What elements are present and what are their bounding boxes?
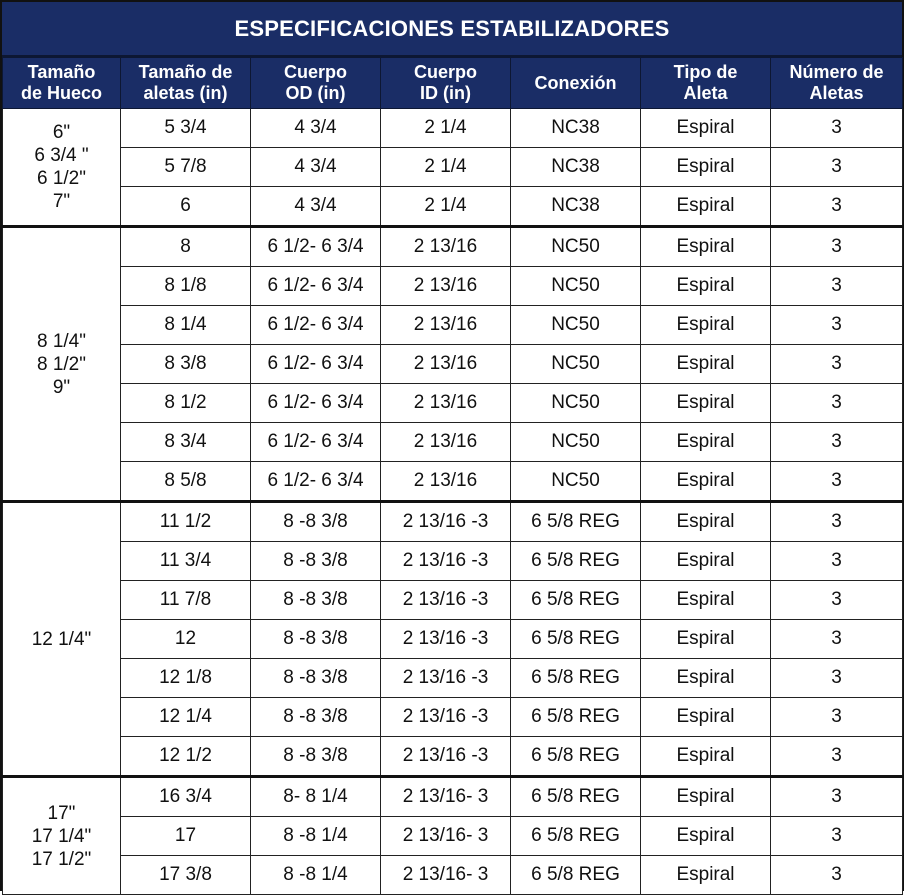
table-row xyxy=(3,345,903,384)
col-body-id-cell: 2 13/16 -3 xyxy=(381,581,511,620)
col-body-od-cell: 6 1/2- 6 3/4 xyxy=(251,267,381,306)
col-body-od-header xyxy=(251,58,381,109)
header-line: Cuerpo xyxy=(284,62,347,82)
col-body-id-cell: 2 13/16 -3 xyxy=(381,737,511,777)
col-blade-size-cell: 8 1/4 xyxy=(121,306,251,345)
table-row xyxy=(3,737,903,777)
col-blade-size-cell: 11 7/8 xyxy=(121,581,251,620)
col-blade-count-cell: 3 xyxy=(771,423,903,462)
header-line: Tipo de xyxy=(673,62,738,82)
col-blade-count-cell: 3 xyxy=(771,698,903,737)
col-blade-size-cell: 8 1/2 xyxy=(121,384,251,423)
col-blade-count-cell: 3 xyxy=(771,620,903,659)
col-blade-size-cell: 5 7/8 xyxy=(121,148,251,187)
col-connection-cell: NC50 xyxy=(511,423,641,462)
col-body-id-cell: 2 13/16 xyxy=(381,267,511,306)
header-line: Cuerpo xyxy=(414,62,477,82)
col-body-id-cell: 2 13/16 xyxy=(381,423,511,462)
col-blade-count-cell: 3 xyxy=(771,267,903,306)
col-blade-count-cell: 3 xyxy=(771,462,903,502)
col-blade-count-cell: 3 xyxy=(771,581,903,620)
col-blade-type-cell: Espiral xyxy=(641,109,771,148)
hole-size-value: 8 1/4" xyxy=(36,330,86,352)
hole-size-cell xyxy=(3,502,121,777)
col-blade-type-cell: Espiral xyxy=(641,267,771,306)
hole-size-value: 8 1/2" xyxy=(36,353,86,375)
col-blade-type-cell: Espiral xyxy=(641,462,771,502)
col-body-id-cell: 2 13/16 -3 xyxy=(381,620,511,659)
col-blade-type-cell: Espiral xyxy=(641,384,771,423)
col-body-od-cell: 6 1/2- 6 3/4 xyxy=(251,227,381,267)
col-blade-size-cell: 16 3/4 xyxy=(121,777,251,817)
col-blade-size-cell: 8 xyxy=(121,227,251,267)
col-body-id-cell: 2 13/16- 3 xyxy=(381,777,511,817)
col-blade-type-cell: Espiral xyxy=(641,698,771,737)
col-blade-count-cell: 3 xyxy=(771,777,903,817)
col-blade-size-cell: 8 1/8 xyxy=(121,267,251,306)
col-body-od-cell: 8- 8 1/4 xyxy=(251,777,381,817)
col-blade-type-cell: Espiral xyxy=(641,856,771,895)
header-line: ID (in) xyxy=(420,83,471,103)
col-body-id-cell: 2 13/16 -3 xyxy=(381,502,511,542)
hole-size-value: 17 1/4" xyxy=(31,825,92,847)
col-hole-size-header xyxy=(3,58,121,109)
col-blade-count-cell: 3 xyxy=(771,856,903,895)
col-blade-size-cell: 8 5/8 xyxy=(121,462,251,502)
col-connection-cell: 6 5/8 REG xyxy=(511,856,641,895)
col-blade-count-cell: 3 xyxy=(771,542,903,581)
hole-size-cell xyxy=(3,109,121,227)
col-connection-cell: 6 5/8 REG xyxy=(511,581,641,620)
col-connection-cell: 6 5/8 REG xyxy=(511,777,641,817)
col-blade-type-cell: Espiral xyxy=(641,659,771,698)
col-blade-size-cell: 11 3/4 xyxy=(121,542,251,581)
col-blade-type-cell: Espiral xyxy=(641,542,771,581)
col-body-od-cell: 8 -8 3/8 xyxy=(251,620,381,659)
col-blade-size-cell: 11 1/2 xyxy=(121,502,251,542)
col-body-od-cell: 4 3/4 xyxy=(251,109,381,148)
col-body-od-cell: 8 -8 3/8 xyxy=(251,698,381,737)
col-connection-cell: NC50 xyxy=(511,267,641,306)
col-body-od-cell: 4 3/4 xyxy=(251,148,381,187)
hole-size-cell xyxy=(3,227,121,502)
col-blade-size-cell: 8 3/8 xyxy=(121,345,251,384)
table-row xyxy=(3,109,903,148)
col-blade-count-cell: 3 xyxy=(771,306,903,345)
col-blade-count-cell: 3 xyxy=(771,737,903,777)
col-body-id-header xyxy=(381,58,511,109)
hole-size-value: 6 3/4 " xyxy=(34,145,89,166)
table-row xyxy=(3,187,903,227)
table-row xyxy=(3,777,903,817)
col-connection-cell: NC50 xyxy=(511,306,641,345)
col-connection-cell: NC50 xyxy=(511,384,641,423)
col-connection-cell: 6 5/8 REG xyxy=(511,659,641,698)
table-row xyxy=(3,267,903,306)
col-connection-cell: 6 5/8 REG xyxy=(511,817,641,856)
col-blade-type-cell: Espiral xyxy=(641,227,771,267)
col-body-id-cell: 2 13/16 xyxy=(381,462,511,502)
col-body-od-cell: 8 -8 1/4 xyxy=(251,856,381,895)
table-row xyxy=(3,817,903,856)
table-row xyxy=(3,423,903,462)
col-body-id-cell: 2 13/16- 3 xyxy=(381,817,511,856)
col-blade-type-cell: Espiral xyxy=(641,581,771,620)
table-row xyxy=(3,620,903,659)
col-blade-type-cell: Espiral xyxy=(641,306,771,345)
table-row xyxy=(3,542,903,581)
hole-size-value: 7" xyxy=(52,191,71,212)
col-blade-size-cell: 12 1/2 xyxy=(121,737,251,777)
col-blade-size-cell: 5 3/4 xyxy=(121,109,251,148)
col-blade-type-cell: Espiral xyxy=(641,620,771,659)
col-blade-type-cell: Espiral xyxy=(641,148,771,187)
col-body-od-cell: 8 -8 3/8 xyxy=(251,502,381,542)
header-line: Conexión xyxy=(534,72,617,93)
col-body-id-cell: 2 13/16- 3 xyxy=(381,856,511,895)
col-body-id-cell: 2 13/16 -3 xyxy=(381,659,511,698)
col-connection-cell: NC38 xyxy=(511,187,641,227)
col-blade-size-cell: 17 3/8 xyxy=(121,856,251,895)
table-row xyxy=(3,462,903,502)
col-blade-count-cell: 3 xyxy=(771,187,903,227)
col-body-od-cell: 6 1/2- 6 3/4 xyxy=(251,423,381,462)
col-blade-type-cell: Espiral xyxy=(641,345,771,384)
col-body-id-cell: 2 1/4 xyxy=(381,109,511,148)
col-blade-size-header xyxy=(121,58,251,109)
hole-size-value: 12 1/4" xyxy=(31,628,92,650)
col-blade-type-cell: Espiral xyxy=(641,777,771,817)
hole-size-cell xyxy=(3,777,121,895)
table-row xyxy=(3,698,903,737)
col-body-id-cell: 2 1/4 xyxy=(381,148,511,187)
col-connection-cell: NC50 xyxy=(511,345,641,384)
header-line: Tamaño de xyxy=(138,62,233,82)
col-body-id-cell: 2 13/16 xyxy=(381,227,511,267)
col-connection-cell: 6 5/8 REG xyxy=(511,620,641,659)
header-line: Número de xyxy=(789,62,884,82)
col-blade-type-cell: Espiral xyxy=(641,817,771,856)
header-line: Tamaño xyxy=(27,62,96,82)
col-connection-cell: NC38 xyxy=(511,148,641,187)
col-body-od-cell: 4 3/4 xyxy=(251,187,381,227)
header-line: OD (in) xyxy=(285,83,346,103)
hole-size-value: 6 1/2" xyxy=(36,168,86,189)
table-row xyxy=(3,502,903,542)
col-body-od-cell: 8 -8 3/8 xyxy=(251,659,381,698)
col-body-od-cell: 6 1/2- 6 3/4 xyxy=(251,345,381,384)
table-row xyxy=(3,148,903,187)
col-body-id-cell: 2 13/16 xyxy=(381,345,511,384)
col-connection-cell: NC50 xyxy=(511,227,641,267)
col-blade-count-header xyxy=(771,58,903,109)
col-body-od-cell: 8 -8 3/8 xyxy=(251,737,381,777)
col-blade-count-cell: 3 xyxy=(771,659,903,698)
col-body-id-cell: 2 13/16 -3 xyxy=(381,698,511,737)
col-blade-count-cell: 3 xyxy=(771,345,903,384)
col-blade-size-cell: 8 3/4 xyxy=(121,423,251,462)
hole-size-value: 9" xyxy=(52,376,71,398)
hole-size-value: 17" xyxy=(47,802,76,824)
table-body xyxy=(3,109,903,895)
col-body-od-cell: 6 1/2- 6 3/4 xyxy=(251,462,381,502)
header-line: Aletas xyxy=(809,83,864,103)
col-body-od-cell: 6 1/2- 6 3/4 xyxy=(251,384,381,423)
col-body-id-cell: 2 1/4 xyxy=(381,187,511,227)
col-connection-cell: 6 5/8 REG xyxy=(511,737,641,777)
table-row xyxy=(3,384,903,423)
col-blade-type-cell: Espiral xyxy=(641,502,771,542)
col-blade-size-cell: 17 xyxy=(121,817,251,856)
table-row xyxy=(3,306,903,345)
col-body-id-cell: 2 13/16 -3 xyxy=(381,542,511,581)
col-blade-type-cell: Espiral xyxy=(641,737,771,777)
col-blade-count-cell: 3 xyxy=(771,148,903,187)
hole-size-value: 17 1/2" xyxy=(31,848,92,870)
table-row xyxy=(3,659,903,698)
header-line: aletas (in) xyxy=(143,83,228,103)
table-row xyxy=(3,856,903,895)
col-blade-size-cell: 12 xyxy=(121,620,251,659)
hole-size-value: 6" xyxy=(52,122,71,143)
col-body-id-cell: 2 13/16 xyxy=(381,306,511,345)
col-body-od-cell: 8 -8 1/4 xyxy=(251,817,381,856)
col-blade-count-cell: 3 xyxy=(771,384,903,423)
header-line: de Hueco xyxy=(20,83,103,103)
col-blade-type-cell: Espiral xyxy=(641,187,771,227)
col-body-id-cell: 2 13/16 xyxy=(381,384,511,423)
table-row xyxy=(3,581,903,620)
col-body-od-cell: 8 -8 3/8 xyxy=(251,542,381,581)
col-blade-count-cell: 3 xyxy=(771,227,903,267)
table-row xyxy=(3,227,903,267)
col-connection-cell: NC38 xyxy=(511,109,641,148)
col-blade-size-cell: 12 1/8 xyxy=(121,659,251,698)
col-connection-cell: NC50 xyxy=(511,462,641,502)
col-blade-type-header xyxy=(641,58,771,109)
col-connection-cell: 6 5/8 REG xyxy=(511,502,641,542)
col-body-od-cell: 6 1/2- 6 3/4 xyxy=(251,306,381,345)
col-connection-header xyxy=(511,58,641,109)
col-blade-type-cell: Espiral xyxy=(641,423,771,462)
header-row xyxy=(3,58,903,109)
col-connection-cell: 6 5/8 REG xyxy=(511,698,641,737)
header-line: Aleta xyxy=(683,83,728,103)
col-body-od-cell: 8 -8 3/8 xyxy=(251,581,381,620)
col-blade-count-cell: 3 xyxy=(771,502,903,542)
col-blade-count-cell: 3 xyxy=(771,109,903,148)
col-blade-size-cell: 12 1/4 xyxy=(121,698,251,737)
table-title: ESPECIFICACIONES ESTABILIZADORES xyxy=(2,2,902,57)
col-blade-count-cell: 3 xyxy=(771,817,903,856)
col-blade-size-cell: 6 xyxy=(121,187,251,227)
col-connection-cell: 6 5/8 REG xyxy=(511,542,641,581)
spec-table xyxy=(2,57,903,895)
